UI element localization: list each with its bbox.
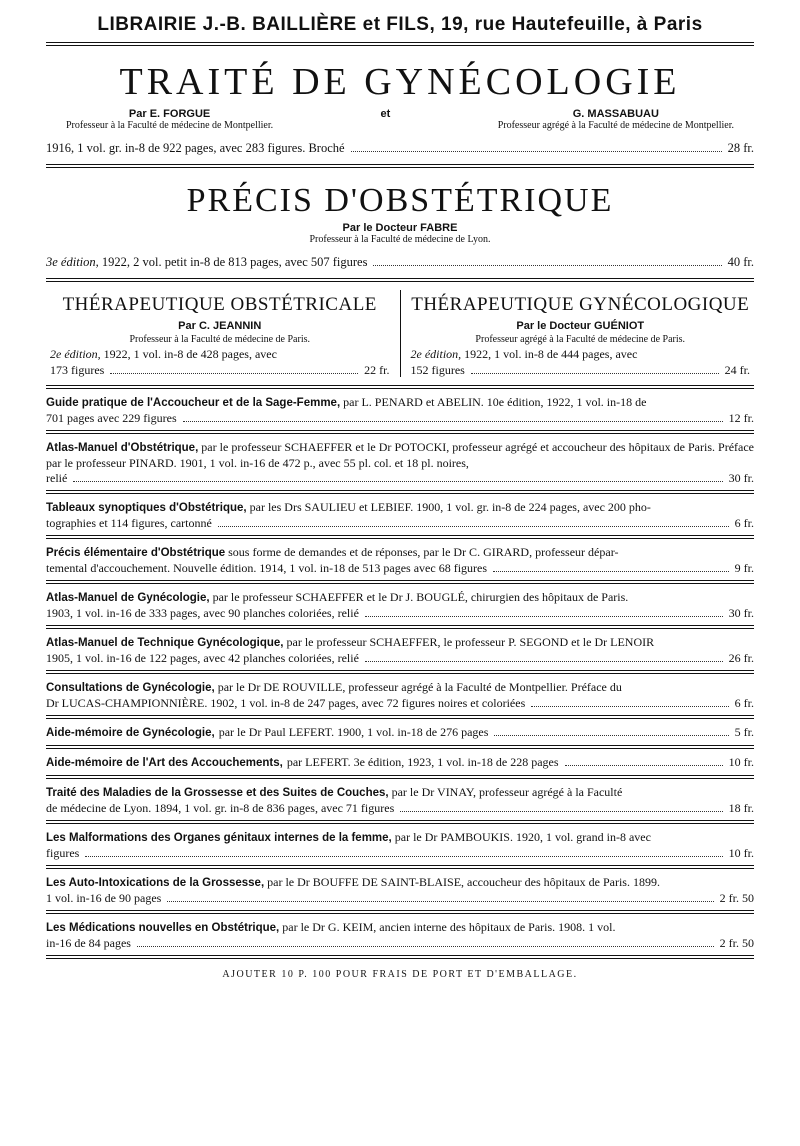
leader-dots bbox=[85, 856, 722, 857]
catalog-page bbox=[46, 14, 754, 980]
divider bbox=[46, 775, 754, 776]
book-description: par le professeur SCHAEFFER et le Dr POTOCKI, professeur agrégé et accoucheur des hôpitaux de Paris. Préface par le professeur PINARD. 1901, 1 vol. in-16 de 472 p., avec 55 pl. col. et 18 pl. noires, bbox=[46, 440, 754, 470]
shipping-note: AJOUTER 10 P. 100 POUR FRAIS DE PORT ET D'EMBALLAGE. bbox=[222, 969, 578, 980]
left-column-byline: Par C. JEANNIN bbox=[178, 320, 262, 332]
precis-description: 3e édition, 1922, 2 vol. petit in-8 de 813 pages, avec 507 figures bbox=[46, 255, 368, 269]
book-description: par le Dr G. KEIM, ancien interne des hôpitaux de Paris. 1908. 1 vol. bbox=[279, 920, 616, 934]
book-entry bbox=[46, 914, 754, 955]
leader-dots bbox=[110, 373, 358, 374]
book-price-line bbox=[46, 891, 754, 906]
book-price-line bbox=[46, 725, 754, 741]
left-column-price-line: 173 figures 22 fr. bbox=[50, 363, 390, 377]
book-entry bbox=[46, 779, 754, 820]
precis-affiliation: Professeur à la Faculté de médecine de Lyon. bbox=[309, 234, 491, 245]
book-price: 9 fr. bbox=[734, 561, 754, 575]
book-description: par le Dr PAMBOUKIS. 1920, 1 vol. grand in-8 avec bbox=[391, 830, 651, 844]
divider bbox=[46, 865, 754, 866]
book-details: 1 vol. in-16 de 90 pages bbox=[46, 891, 162, 905]
book-description: par les Drs SAULIEU et LEBIEF. 1900, 1 vol. gr. in-8 de 224 pages, avec 200 pho- bbox=[246, 500, 651, 514]
divider bbox=[46, 385, 754, 386]
precis-price: 40 fr. bbox=[727, 255, 754, 269]
book-title: Aide-mémoire de l'Art des Accouchements, bbox=[46, 757, 283, 769]
divider bbox=[46, 164, 754, 165]
leader-dots bbox=[351, 151, 722, 152]
book-entry-text bbox=[46, 785, 754, 801]
right-column-affiliation: Professeur agrégé à la Faculté de médecine de Paris. bbox=[475, 334, 686, 345]
left-column-title: THÉRAPEUTIQUE OBSTÉTRICALE bbox=[62, 294, 377, 315]
traite-description: 1916, 1 vol. gr. in-8 de 922 pages, avec 283 figures. Broché bbox=[46, 141, 345, 155]
book-entry-text bbox=[46, 395, 754, 411]
book-details: figures bbox=[46, 846, 80, 860]
book-entry-text bbox=[46, 590, 754, 606]
book-entry bbox=[46, 434, 754, 490]
right-column-description: 2e édition, 1922, 1 vol. in-8 de 444 pages, avec bbox=[410, 347, 638, 361]
traite-authors bbox=[46, 108, 754, 131]
left-column-affiliation: Professeur à la Faculté de médecine de Paris. bbox=[129, 334, 310, 345]
leader-dots bbox=[400, 811, 722, 812]
divider bbox=[46, 745, 754, 746]
book-details: in-16 de 84 pages bbox=[46, 936, 131, 950]
right-column-price: 24 fr. bbox=[724, 363, 750, 377]
divider bbox=[46, 167, 754, 168]
book-description: par L. PENARD et ABELIN. 10e édition, 1922, 1 vol. in-18 de bbox=[340, 395, 647, 409]
book-title: Aide-mémoire de Gynécologie, bbox=[46, 727, 215, 739]
left-column bbox=[46, 290, 401, 377]
book-entry bbox=[46, 749, 754, 775]
book-entry-text bbox=[46, 920, 754, 936]
right-column bbox=[401, 290, 755, 377]
traite-title: TRAITÉ DE GYNÉCOLOGIE bbox=[119, 61, 681, 103]
book-price: 10 fr. bbox=[728, 755, 754, 769]
book-price-line bbox=[46, 651, 754, 666]
book-price: 18 fr. bbox=[728, 801, 754, 815]
divider bbox=[46, 580, 754, 581]
therapeutique-columns bbox=[46, 290, 754, 377]
divider bbox=[46, 955, 754, 956]
author-massabuau: G. MASSABUAU Professeur agrégé à la Faculté de médecine de Montpellier. bbox=[497, 108, 734, 131]
book-price-line bbox=[46, 936, 754, 951]
divider bbox=[46, 910, 754, 911]
book-title: Tableaux synoptiques d'Obstétrique, bbox=[46, 502, 247, 514]
book-description: par le Dr VINAY, professeur agrégé à la Faculté bbox=[388, 785, 623, 799]
book-details: de médecine de Lyon. 1894, 1 vol. gr. in-8 de 836 pages, avec 71 figures bbox=[46, 801, 395, 815]
book-details: 1903, 1 vol. in-16 de 333 pages, avec 90 planches coloriées, relié bbox=[46, 606, 359, 620]
book-details: tographies et 114 figures, cartonné bbox=[46, 516, 212, 530]
book-price-line bbox=[46, 516, 754, 531]
book-entry bbox=[46, 719, 754, 745]
right-column-byline: Par le Docteur GUÉNIOT bbox=[516, 320, 645, 332]
leader-dots bbox=[494, 735, 728, 736]
precis-price-line bbox=[46, 255, 754, 270]
leader-dots bbox=[365, 661, 723, 662]
left-column-price: 22 fr. bbox=[364, 363, 390, 377]
book-price-line bbox=[46, 801, 754, 816]
book-price: 2 fr. 50 bbox=[719, 936, 754, 950]
divider bbox=[46, 278, 754, 279]
divider bbox=[46, 670, 754, 671]
book-price: 2 fr. 50 bbox=[719, 891, 754, 905]
book-price-line bbox=[46, 696, 754, 711]
book-description: par le professeur SCHAEFFER et le Dr J. BOUGLÉ, chirurgien des hôpitaux de Paris. bbox=[209, 590, 629, 604]
book-price: 10 fr. bbox=[728, 846, 754, 860]
book-title: Les Auto-Intoxications de la Grossesse, bbox=[46, 877, 265, 889]
book-title: Atlas-Manuel d'Obstétrique, bbox=[46, 442, 199, 454]
book-title: Précis élémentaire d'Obstétrique bbox=[46, 547, 226, 559]
book-price: 5 fr. bbox=[734, 725, 754, 739]
book-entry bbox=[46, 674, 754, 715]
book-entry-text bbox=[46, 440, 754, 471]
author-forgue: Par E. FORGUE Professeur à la Faculté de médecine de Montpellier. bbox=[66, 108, 274, 131]
traite-price-line bbox=[46, 141, 754, 156]
book-details: 701 pages avec 229 figures bbox=[46, 411, 177, 425]
book-entry-text bbox=[46, 545, 754, 561]
book-entry-text bbox=[46, 500, 754, 516]
leader-dots bbox=[365, 616, 723, 617]
book-details: 1905, 1 vol. in-16 de 122 pages, avec 42 planches coloriées, relié bbox=[46, 651, 359, 665]
book-description: par le Dr DE ROUVILLE, professeur agrégé à la Faculté de Montpellier. Préface du bbox=[214, 680, 622, 694]
book-title: Guide pratique de l'Accoucheur et de la Sage-Femme, bbox=[46, 397, 341, 409]
leader-dots bbox=[531, 706, 728, 707]
leader-dots bbox=[167, 901, 713, 902]
book-entry-text bbox=[46, 635, 754, 651]
divider bbox=[46, 42, 754, 43]
author-connector: et bbox=[380, 108, 391, 120]
book-price: 6 fr. bbox=[734, 516, 754, 530]
book-price-line bbox=[46, 606, 754, 621]
book-details: temental d'accouchement. Nouvelle édition. 1914, 1 vol. in-18 de 513 pages avec 68 figures bbox=[46, 561, 488, 575]
divider bbox=[46, 625, 754, 626]
leader-dots bbox=[137, 946, 714, 947]
book-title: Les Malformations des Organes génitaux internes de la femme, bbox=[46, 832, 392, 844]
book-price-line bbox=[46, 471, 754, 486]
book-entry-text bbox=[46, 680, 754, 696]
book-price-line bbox=[46, 411, 754, 426]
divider bbox=[46, 535, 754, 536]
precis-byline: Par le Docteur FABRE bbox=[342, 222, 458, 234]
book-details: par le Dr Paul LEFERT. 1900, 1 vol. in-18 de 276 pages bbox=[218, 725, 489, 739]
left-column-description: 2e édition, 1922, 1 vol. in-8 de 428 pages, avec bbox=[50, 347, 277, 361]
book-price: 6 fr. bbox=[734, 696, 754, 710]
book-details: Dr LUCAS-CHAMPIONNIÈRE. 1902, 1 vol. in-8 de 247 pages, avec 72 figures noires et coloriées bbox=[46, 696, 526, 710]
divider bbox=[46, 490, 754, 491]
leader-dots bbox=[73, 481, 722, 482]
leader-dots bbox=[471, 373, 719, 374]
book-entry bbox=[46, 629, 754, 670]
book-entry-text bbox=[46, 830, 754, 846]
precis-title: PRÉCIS D'OBSTÉTRIQUE bbox=[186, 182, 614, 219]
book-title: Traité des Maladies de la Grossesse et des Suites de Couches, bbox=[46, 787, 389, 799]
book-description: sous forme de demandes et de réponses, par le Dr C. GIRARD, professeur dépar- bbox=[225, 545, 619, 559]
leader-dots bbox=[183, 421, 723, 422]
divider bbox=[46, 715, 754, 716]
divider bbox=[46, 430, 754, 431]
book-entry bbox=[46, 869, 754, 910]
leader-dots bbox=[373, 265, 721, 266]
leader-dots bbox=[493, 571, 729, 572]
book-entry bbox=[46, 494, 754, 535]
publisher-header: LIBRAIRIE J.-B. BAILLIÈRE et FILS, 19, rue Hautefeuille, à Paris bbox=[97, 14, 703, 35]
book-entry bbox=[46, 389, 754, 430]
book-price-line bbox=[46, 755, 754, 771]
book-price-line bbox=[46, 561, 754, 576]
book-entry bbox=[46, 539, 754, 580]
leader-dots bbox=[218, 526, 729, 527]
book-details: relié bbox=[46, 471, 68, 485]
right-column-price-line: 152 figures 24 fr. bbox=[410, 363, 750, 377]
traite-price: 28 fr. bbox=[727, 141, 754, 155]
book-title: Atlas-Manuel de Gynécologie, bbox=[46, 592, 210, 604]
book-price: 30 fr. bbox=[728, 471, 754, 485]
book-entry-text bbox=[46, 875, 754, 891]
book-title: Atlas-Manuel de Technique Gynécologique, bbox=[46, 637, 284, 649]
book-title: Consultations de Gynécologie, bbox=[46, 682, 215, 694]
divider bbox=[46, 281, 754, 282]
divider bbox=[46, 45, 754, 46]
book-description: par le Dr BOUFFE DE SAINT-BLAISE, accoucheur des hôpitaux de Paris. 1899. bbox=[264, 875, 660, 889]
right-column-title: THÉRAPEUTIQUE GYNÉCOLOGIQUE bbox=[411, 294, 750, 315]
book-entry bbox=[46, 824, 754, 865]
book-price-line bbox=[46, 846, 754, 861]
book-price: 12 fr. bbox=[728, 411, 754, 425]
book-price: 30 fr. bbox=[728, 606, 754, 620]
leader-dots bbox=[565, 765, 723, 766]
book-price: 26 fr. bbox=[728, 651, 754, 665]
book-entry bbox=[46, 584, 754, 625]
book-list bbox=[46, 389, 754, 959]
book-description: par le professeur SCHAEFFER, le professeur P. SEGOND et le Dr LENOIR bbox=[283, 635, 655, 649]
divider bbox=[46, 820, 754, 821]
book-title: Les Médications nouvelles en Obstétrique, bbox=[46, 922, 280, 934]
book-details: par LEFERT. 3e édition, 1923, 1 vol. in-18 de 228 pages bbox=[286, 755, 559, 769]
divider bbox=[46, 958, 754, 959]
